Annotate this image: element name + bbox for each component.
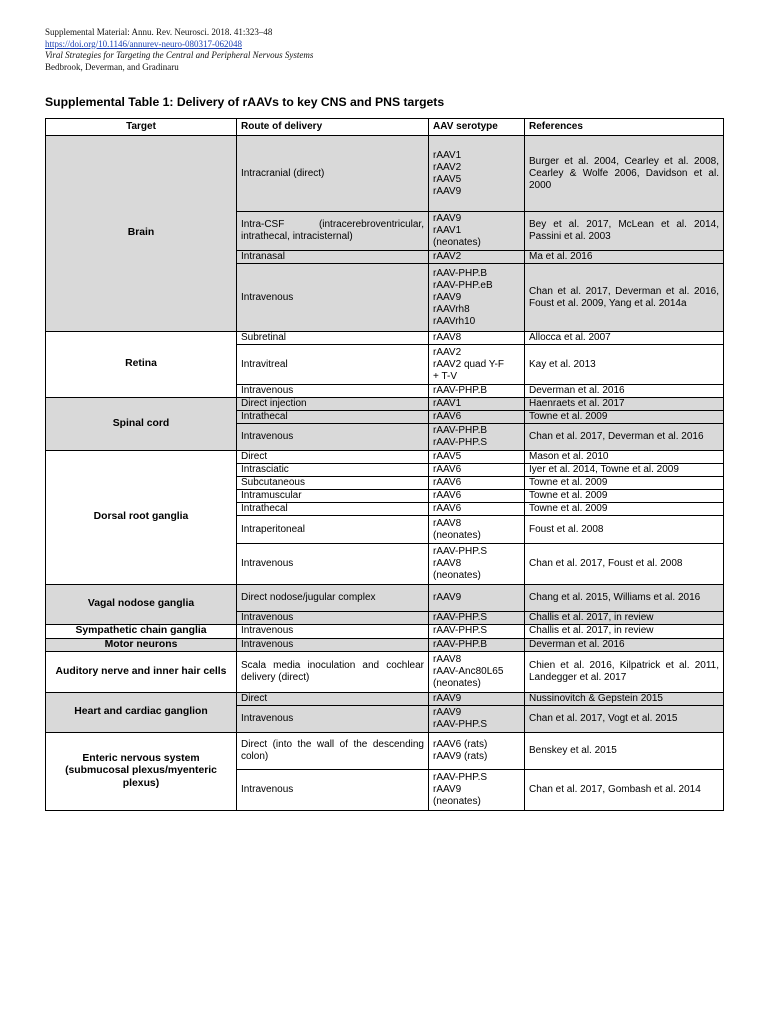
references-cell: Towne et al. 2009 <box>525 411 724 424</box>
route-cell: Intrathecal <box>237 411 429 424</box>
references-cell: Kay et al. 2013 <box>525 345 724 385</box>
serotype-cell: rAAV6 <box>429 464 525 477</box>
table-row <box>46 451 724 464</box>
references-cell: Foust et al. 2008 <box>525 516 724 544</box>
serotype-cell: rAAV-PHP.B rAAV-PHP.S <box>429 424 525 451</box>
route-cell: Intra-CSF (intracerebroventricular, intrathecal, intracisternal) <box>237 212 429 251</box>
table-title: Supplemental Table 1: Delivery of rAAVs to key CNS and PNS targets <box>45 95 445 109</box>
references-cell: Towne et al. 2009 <box>525 490 724 503</box>
route-cell: Direct <box>237 451 429 464</box>
table-row <box>46 398 724 411</box>
references-cell: Burger et al. 2004, Cearley et al. 2008, Cearley & Wolfe 2006, Davidson et al. 2000 <box>525 136 724 212</box>
route-cell: Scala media inoculation and cochlear delivery (direct) <box>237 652 429 693</box>
references-cell: Nussinovitch & Gepstein 2015 <box>525 693 724 706</box>
citation-line: Supplemental Material: Annu. Rev. Neurosci. 2018. 41:323–48 <box>45 27 273 37</box>
serotype-cell: rAAV2 <box>429 251 525 264</box>
table-row <box>46 625 724 639</box>
serotype-cell: rAAV8 (neonates) <box>429 516 525 544</box>
serotype-cell: rAAV-PHP.S <box>429 612 525 625</box>
table-row <box>46 332 724 345</box>
serotype-cell: rAAV1 <box>429 398 525 411</box>
serotype-cell: rAAV-PHP.S rAAV8 (neonates) <box>429 544 525 585</box>
target-cell-heart-cardiac-ganglion: Heart and cardiac ganglion <box>46 693 237 733</box>
route-cell: Intravenous <box>237 770 429 811</box>
route-cell: Subretinal <box>237 332 429 345</box>
references-cell: Iyer et al. 2014, Towne et al. 2009 <box>525 464 724 477</box>
doi-link[interactable]: https://doi.org/10.1146/annurev-neuro-080317-062048 <box>45 38 242 49</box>
route-cell: Intranasal <box>237 251 429 264</box>
route-cell: Intraperitoneal <box>237 516 429 544</box>
references-cell: Benskey et al. 2015 <box>525 733 724 770</box>
references-cell: Bey et al. 2017, McLean et al. 2014, Passini et al. 2003 <box>525 212 724 251</box>
column-header-route: Route of delivery <box>237 119 429 136</box>
target-cell-retina: Retina <box>46 332 237 398</box>
references-cell: Deverman et al. 2016 <box>525 385 724 398</box>
references-cell: Towne et al. 2009 <box>525 477 724 490</box>
serotype-cell: rAAV9 rAAV-PHP.S <box>429 706 525 733</box>
references-cell: Chang et al. 2015, Williams et al. 2016 <box>525 585 724 612</box>
route-cell: Intravitreal <box>237 345 429 385</box>
table-row <box>46 693 724 706</box>
references-cell: Chan et al. 2017, Foust et al. 2008 <box>525 544 724 585</box>
serotype-cell: rAAV6 <box>429 503 525 516</box>
references-cell: Chan et al. 2017, Deverman et al. 2016 <box>525 424 724 451</box>
route-cell: Intramuscular <box>237 490 429 503</box>
route-cell: Intravenous <box>237 385 429 398</box>
route-cell: Intravenous <box>237 706 429 733</box>
route-cell: Intravenous <box>237 638 429 652</box>
column-header-target: Target <box>46 119 237 136</box>
serotype-cell: rAAV9 rAAV1 (neonates) <box>429 212 525 251</box>
route-cell: Direct <box>237 693 429 706</box>
route-cell: Intravenous <box>237 544 429 585</box>
route-cell: Intravenous <box>237 264 429 332</box>
route-cell: Intravenous <box>237 625 429 639</box>
authors-line: Bedbrook, Deverman, and Gradinaru <box>45 61 179 72</box>
target-cell-sympathetic-chain-ganglia: Sympathetic chain ganglia <box>46 625 237 639</box>
serotype-cell: rAAV-PHP.S <box>429 625 525 639</box>
target-cell-vagal-nodose-ganglia: Vagal nodose ganglia <box>46 585 237 625</box>
target-cell-dorsal-root-ganglia: Dorsal root ganglia <box>46 451 237 585</box>
route-cell: Direct injection <box>237 398 429 411</box>
route-cell: Intrasciatic <box>237 464 429 477</box>
references-cell: Chan et al. 2017, Deverman et al. 2016, Foust et al. 2009, Yang et al. 2014a <box>525 264 724 332</box>
table-row <box>46 585 724 612</box>
serotype-cell: rAAV5 <box>429 451 525 464</box>
serotype-cell: rAAV-PHP.B <box>429 385 525 398</box>
target-cell-spinal-cord: Spinal cord <box>46 398 237 451</box>
column-header-serotype: AAV serotype <box>429 119 525 136</box>
target-cell-auditory-nerve: Auditory nerve and inner hair cells <box>46 652 237 693</box>
delivery-table <box>45 118 724 811</box>
route-cell: Intravenous <box>237 424 429 451</box>
article-title: Viral Strategies for Targeting the Central and Peripheral Nervous Systems <box>45 50 314 60</box>
references-cell: Mason et al. 2010 <box>525 451 724 464</box>
serotype-cell: rAAV-PHP.B <box>429 638 525 652</box>
references-cell: Haenraets et al. 2017 <box>525 398 724 411</box>
document-header <box>45 27 725 73</box>
serotype-cell: rAAV9 <box>429 693 525 706</box>
table-row <box>46 652 724 693</box>
target-cell-brain: Brain <box>46 136 237 332</box>
references-cell: Chan et al. 2017, Vogt et al. 2015 <box>525 706 724 733</box>
table-row <box>46 136 724 212</box>
serotype-cell: rAAV6 <box>429 490 525 503</box>
table-row <box>46 638 724 652</box>
serotype-cell: rAAV1 rAAV2 rAAV5 rAAV9 <box>429 136 525 212</box>
references-cell: Ma et al. 2016 <box>525 251 724 264</box>
references-cell: Challis et al. 2017, in review <box>525 625 724 639</box>
column-header-references: References <box>525 119 724 136</box>
serotype-cell: rAAV2 rAAV2 quad Y-F + T-V <box>429 345 525 385</box>
route-cell: Intracranial (direct) <box>237 136 429 212</box>
route-cell: Direct (into the wall of the descending colon) <box>237 733 429 770</box>
table-row <box>46 733 724 770</box>
references-cell: Towne et al. 2009 <box>525 503 724 516</box>
references-cell: Chien et al. 2016, Kilpatrick et al. 2011, Landegger et al. 2017 <box>525 652 724 693</box>
table-header-row <box>46 119 724 136</box>
serotype-cell: rAAV6 <box>429 477 525 490</box>
serotype-cell: rAAV8 <box>429 332 525 345</box>
serotype-cell: rAAV9 <box>429 585 525 612</box>
serotype-cell: rAAV8 rAAV-Anc80L65 (neonates) <box>429 652 525 693</box>
serotype-cell: rAAV6 <box>429 411 525 424</box>
references-cell: Challis et al. 2017, in review <box>525 612 724 625</box>
route-cell: Intrathecal <box>237 503 429 516</box>
route-cell: Intravenous <box>237 612 429 625</box>
target-cell-motor-neurons: Motor neurons <box>46 638 237 652</box>
references-cell: Chan et al. 2017, Gombash et al. 2014 <box>525 770 724 811</box>
serotype-cell: rAAV-PHP.B rAAV-PHP.eB rAAV9 rAAVrh8 rAAVrh10 <box>429 264 525 332</box>
references-cell: Deverman et al. 2016 <box>525 638 724 652</box>
target-cell-enteric-nervous-system: Enteric nervous system (submucosal plexus/myenteric plexus) <box>46 733 237 811</box>
route-cell: Direct nodose/jugular complex <box>237 585 429 612</box>
references-cell: Allocca et al. 2007 <box>525 332 724 345</box>
serotype-cell: rAAV-PHP.S rAAV9 (neonates) <box>429 770 525 811</box>
serotype-cell: rAAV6 (rats) rAAV9 (rats) <box>429 733 525 770</box>
route-cell: Subcutaneous <box>237 477 429 490</box>
